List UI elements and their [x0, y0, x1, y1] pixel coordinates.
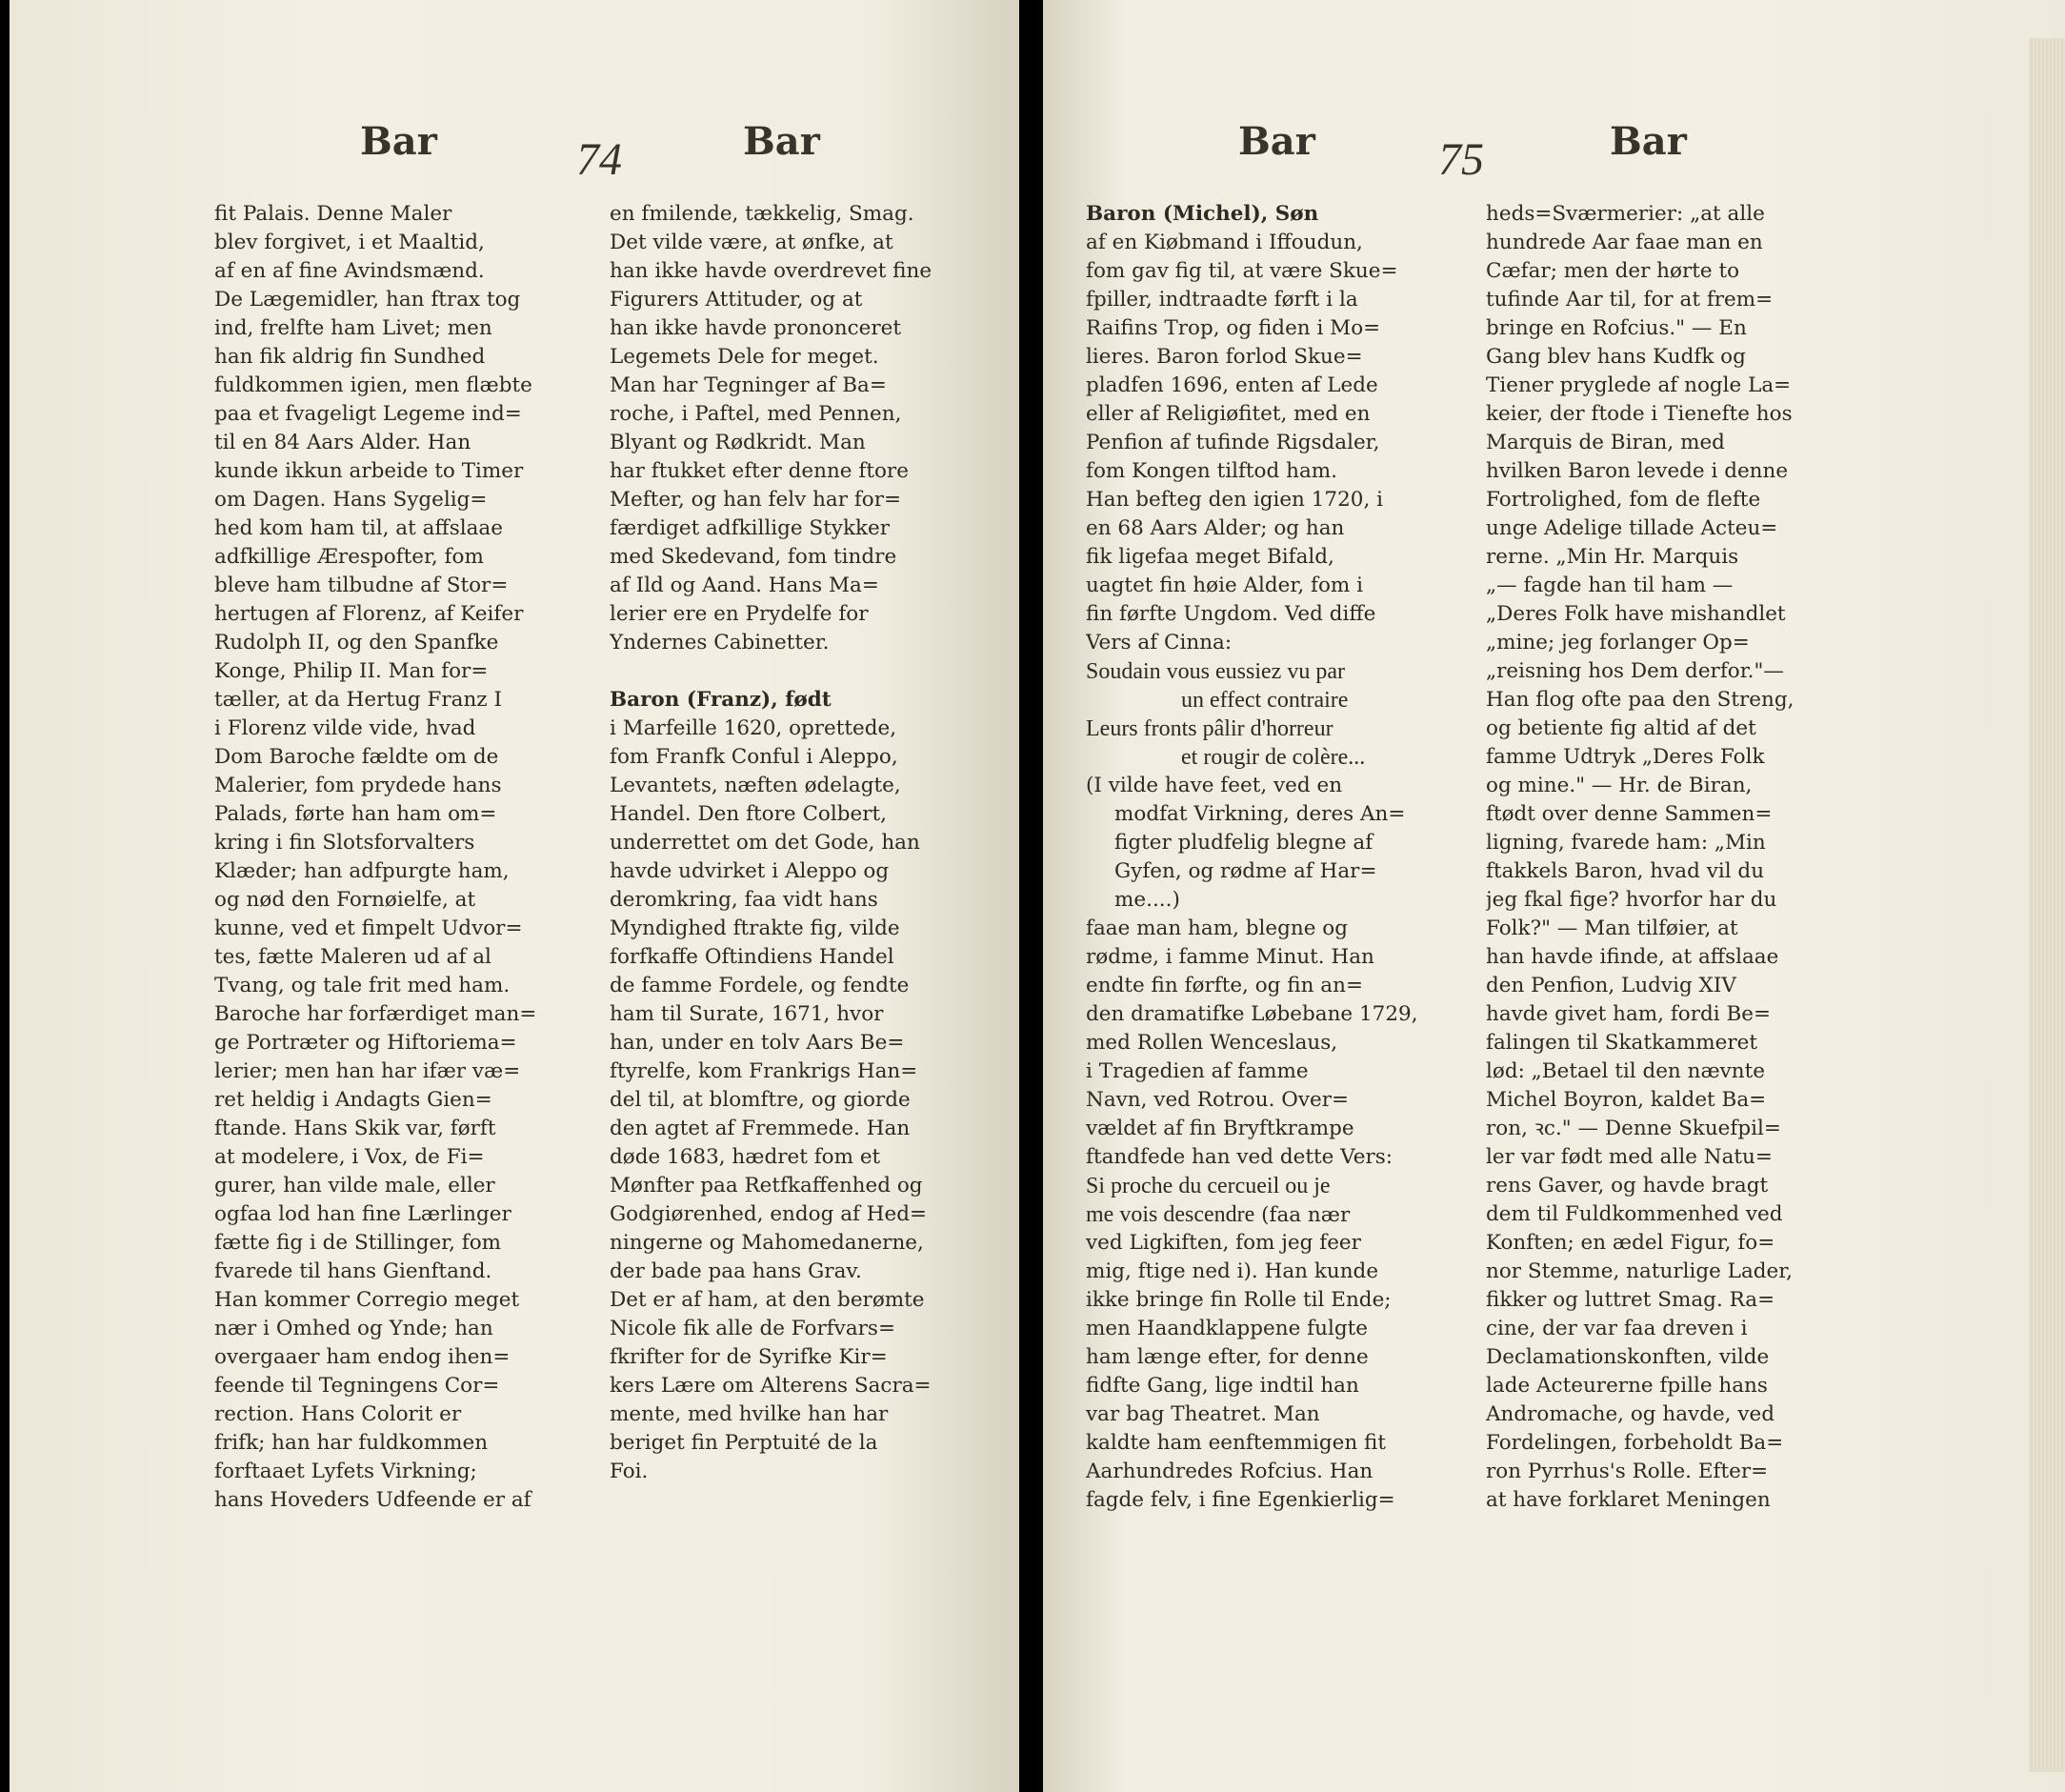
- text-line: fvarede til hans Gienftand.: [214, 1259, 492, 1283]
- text-line: overgaaer ham endog ihen=: [214, 1345, 511, 1369]
- text-line: i Florenz vilde vide, hvad: [214, 716, 476, 740]
- text-line: fom gav fig til, at være Skue=: [1086, 259, 1398, 283]
- text-line: „reisning hos Dem derfor."—: [1486, 659, 1784, 683]
- text-line: „— fagde han til ham —: [1486, 574, 1734, 597]
- text-line: Figurers Attituder, og at: [610, 288, 863, 312]
- text-line: hed kom ham til, at affslaae: [214, 516, 503, 540]
- text-line: Navn, ved Rotrou. Over=: [1086, 1088, 1350, 1112]
- text-line: Leurs fronts pâlir d'horreur: [1086, 716, 1333, 741]
- text-line: keier, der ftode i Tienefte hos: [1486, 402, 1793, 426]
- text-line: han fik aldrig fin Sundhed: [214, 345, 486, 369]
- text-line: men Haandklappene fulgte: [1086, 1317, 1368, 1340]
- text-line: kunne, ved et fimpelt Udvor=: [214, 916, 523, 940]
- text-line: „Deres Folk have mishandlet: [1486, 602, 1786, 626]
- paragraph-gap: [610, 657, 995, 686]
- right-page-number: 75: [1438, 134, 1484, 185]
- translation-open: (faa nær: [1254, 1203, 1351, 1227]
- text-line: fin førfte Ungdom. Ved diffe: [1086, 602, 1376, 626]
- text-line: uagtet fin høie Alder, fom i: [1086, 574, 1363, 597]
- text-line: færdiget adfkillige Stykker: [610, 516, 891, 540]
- text-line: havde udvirket i Aleppo og: [610, 859, 890, 883]
- text-line: Palads, førte han ham om=: [214, 802, 497, 826]
- text-line: de famme Fordele, og fendte: [610, 974, 910, 997]
- text-line: figter pludfelig blegne af: [1114, 831, 1373, 855]
- text-line: lade Acteurerne fpille hans: [1486, 1374, 1768, 1398]
- text-line: Klæder; han adfpurgte ham,: [214, 859, 510, 883]
- text-line: vældet af fin Bryftkrampe: [1086, 1117, 1354, 1140]
- text-line: tufinde Aar til, for at frem=: [1486, 288, 1774, 312]
- text-line: Si proche du cercueil ou je: [1086, 1174, 1331, 1198]
- text-line: fpiller, indtraadte førft i la: [1086, 288, 1358, 312]
- text-line: af en af fine Avindsmænd.: [214, 259, 485, 283]
- text-line: og betiente fig altid af det: [1486, 716, 1756, 740]
- text-line: ron, ꝛc." — Denne Skuefpil=: [1486, 1117, 1781, 1140]
- text-line: Fortrolighed, fom de flefte: [1486, 488, 1761, 512]
- text-line: af en Kiøbmand i Iffoudun,: [1086, 231, 1363, 254]
- text-line: fuldkommen igien, men flæbte: [214, 373, 532, 397]
- text-line: Myndighed ftrakte fig, vilde: [610, 916, 900, 940]
- right-column-1: [1086, 200, 1462, 1515]
- text-line: han, under en tolv Aars Be=: [610, 1031, 905, 1055]
- text-line: ler var født med alle Natu=: [1486, 1145, 1773, 1169]
- text-line: famme Udtryk „Deres Folk: [1486, 745, 1765, 769]
- text-line: fkrifter for de Syrifke Kir=: [610, 1345, 888, 1369]
- text-line: hvilken Baron levede i denne: [1486, 459, 1789, 483]
- text-line: ftande. Hans Skik var, førft: [214, 1117, 496, 1140]
- text-line: mente, med hvilke han har: [610, 1402, 889, 1426]
- text-line: ved Ligkiften, fom jeg feer: [1086, 1231, 1361, 1255]
- text-line: Mønfter paa Retfkaffenhed og: [610, 1174, 923, 1198]
- text-line: Det vilde være, at ønfke, at: [610, 231, 893, 254]
- text-line: den agtet af Fremmede. Han: [610, 1117, 911, 1140]
- text-line: ret heldig i Andagts Gien=: [214, 1088, 492, 1112]
- left-page: [10, 0, 1019, 1792]
- text-line: faae man ham, blegne og: [1086, 916, 1348, 940]
- text-line: han ikke havde overdrevet fine: [610, 259, 932, 283]
- right-running-head-left: Bar: [1238, 119, 1315, 164]
- text-line: der bade paa hans Grav.: [610, 1259, 862, 1283]
- text-line: Man har Tegninger af Ba=: [610, 373, 887, 397]
- text-line: fidfte Gang, lige indtil han: [1086, 1374, 1359, 1398]
- text-line: ningerne og Mahomedanerne,: [610, 1231, 924, 1255]
- text-line: Godgiørenhed, endog af Hed=: [610, 1202, 928, 1226]
- text-line: om Dagen. Hans Sygelig=: [214, 488, 488, 512]
- text-line: lød: „Betael til den nævnte: [1486, 1059, 1766, 1083]
- text-line: kers Lære om Alterens Sacra=: [610, 1374, 932, 1398]
- text-line: hertugen af Florenz, af Keifer: [214, 602, 524, 626]
- text-line: Rudolph II, og den Spanfke: [214, 631, 499, 654]
- left-column-1: [214, 200, 591, 1515]
- text-line: Legemets Dele for meget.: [610, 345, 879, 369]
- text-line: me....): [1114, 888, 1180, 912]
- text-line: underrettet om det Gode, han: [610, 831, 920, 855]
- right-running-head-right: Bar: [1610, 119, 1687, 164]
- text-line: bringe en Rofcius." — En: [1486, 316, 1747, 340]
- text-line: falingen til Skatkammeret: [1486, 1031, 1757, 1055]
- text-line: dem til Fuldkommenhed ved: [1486, 1202, 1783, 1226]
- text-line: havde givet ham, fordi Be=: [1486, 1002, 1772, 1026]
- text-line: fom Kongen tilftod ham.: [1086, 459, 1337, 483]
- text-line: Declamationskonften, vilde: [1486, 1345, 1770, 1369]
- text-line: Andromache, og havde, ved: [1486, 1402, 1774, 1426]
- text-line: at have forklaret Meningen: [1486, 1488, 1771, 1512]
- text-line: rødme, i famme Minut. Han: [1086, 945, 1374, 969]
- text-line: den dramatifke Løbebane 1729,: [1086, 1002, 1418, 1026]
- text-line: Dom Baroche fældte om de: [214, 745, 499, 769]
- text-line: Raifins Trop, og fiden i Mo=: [1086, 316, 1381, 340]
- text-line: af Ild og Aand. Hans Ma=: [610, 574, 879, 597]
- right-page: [1043, 0, 2065, 1792]
- left-column-2: [610, 200, 995, 1486]
- text-line: De Lægemidler, han ftrax tog: [214, 288, 521, 312]
- text-line: deromkring, faa vidt hans: [610, 888, 878, 912]
- text-line: Yndernes Cabinetter.: [610, 631, 830, 654]
- text-line: Baron (Michel), Søn: [1086, 202, 1319, 226]
- text-line: nor Stemme, naturlige Lader,: [1486, 1259, 1793, 1283]
- text-line: Vers af Cinna:: [1086, 631, 1233, 654]
- text-line: forftaaet Lyfets Virkning;: [214, 1460, 477, 1483]
- text-line: Foi.: [610, 1460, 649, 1483]
- text-line: ham længe efter, for denne: [1086, 1345, 1369, 1369]
- text-line: kring i fin Slotsforvalters: [214, 831, 475, 855]
- text-line: og nød den Fornøielfe, at: [214, 888, 476, 912]
- text-line: hundrede Aar faae man en: [1486, 231, 1763, 254]
- text-line: nær i Omhed og Ynde; han: [214, 1317, 493, 1340]
- text-line: rens Gaver, og havde bragt: [1486, 1174, 1769, 1198]
- left-page-number: 74: [576, 134, 622, 185]
- text-line: eller af Religiøfitet, med en: [1086, 402, 1371, 426]
- text-line: Det er af ham, at den berømte: [610, 1288, 925, 1312]
- text-line: ftødt over denne Sammen=: [1486, 802, 1773, 826]
- text-line: Baroche har forfærdiget man=: [214, 1002, 537, 1026]
- text-line: i Tragedien af famme: [1086, 1059, 1309, 1083]
- text-line: har ftukket efter denne ftore: [610, 459, 909, 483]
- text-line: Konften; en ædel Figur, fo=: [1486, 1231, 1775, 1255]
- text-line: tæller, at da Hertug Franz I: [214, 688, 502, 712]
- text-line: til en 84 Aars Alder. Han: [214, 431, 471, 454]
- text-line: Fordelingen, forbeholdt Ba=: [1486, 1431, 1784, 1455]
- text-line: Han flog ofte paa den Streng,: [1486, 688, 1794, 712]
- text-line: unge Adelige tillade Acteu=: [1486, 516, 1778, 540]
- text-line: med Rollen Wenceslaus,: [1086, 1031, 1338, 1055]
- text-line: lerier; men han har ifær væ=: [214, 1059, 521, 1083]
- text-line: jeg fkal fige? hvorfor har du: [1486, 888, 1777, 912]
- text-line: fagde felv, i fine Egenkierlig=: [1086, 1488, 1395, 1512]
- text-line: at modelere, i Vox, de Fi=: [214, 1145, 485, 1169]
- left-running-head-left: Bar: [360, 119, 437, 164]
- text-line: Handel. Den ftore Colbert,: [610, 802, 887, 826]
- text-line: me vois descendre (faa nær: [1086, 1202, 1351, 1227]
- text-line: Levantets, næften ødelagte,: [610, 774, 901, 797]
- text-line: Blyant og Rødkridt. Man: [610, 431, 866, 454]
- text-line: Mefter, og han felv har for=: [610, 488, 902, 512]
- text-line: kaldte ham eenftemmigen fit: [1086, 1431, 1386, 1455]
- text-line: ftyrelfe, kom Frankrigs Han=: [610, 1059, 918, 1083]
- text-line: Han befteg den igien 1720, i: [1086, 488, 1384, 512]
- text-line: adfkillige Ærespofter, fom: [214, 545, 484, 569]
- text-line: un effect contraire: [1181, 688, 1349, 713]
- text-line: Konge, Philip II. Man for=: [214, 659, 489, 683]
- text-line: døde 1683, hædret fom et: [610, 1145, 881, 1169]
- text-line: ftakkels Baron, hvad vil du: [1486, 859, 1765, 883]
- text-line: rection. Hans Colorit er: [214, 1402, 462, 1426]
- text-line: fom Franfk Conful i Aleppo,: [610, 745, 898, 769]
- text-line: feende til Tegningens Cor=: [214, 1374, 500, 1398]
- text-line: ligning, fvarede ham: „Min: [1486, 831, 1766, 855]
- text-line: Folk?" — Man tilføier, at: [1486, 916, 1738, 940]
- text-line: Gang blev hans Kudfk og: [1486, 345, 1746, 369]
- text-line: heds=Sværmerier: „at alle: [1486, 202, 1765, 226]
- text-line: mig, ftige ned i). Han kunde: [1086, 1259, 1379, 1283]
- text-line: en fmilende, tækkelig, Smag.: [610, 202, 914, 226]
- text-line: pladfen 1696, enten af Lede: [1086, 373, 1378, 397]
- text-line: Marquis de Biran, med: [1486, 431, 1725, 454]
- text-line: og mine." — Hr. de Biran,: [1486, 774, 1753, 797]
- text-line: Tvang, og tale frit med ham.: [214, 974, 511, 997]
- text-line: ron Pyrrhus's Rolle. Efter=: [1486, 1460, 1769, 1483]
- text-line: ikke bringe fin Rolle til Ende;: [1086, 1288, 1392, 1312]
- text-line: Baron (Franz), født: [610, 688, 832, 712]
- text-line: Aarhundredes Rofcius. Han: [1086, 1460, 1373, 1483]
- text-line: „mine; jeg forlanger Op=: [1486, 631, 1750, 654]
- text-line: lieres. Baron forlod Skue=: [1086, 345, 1363, 369]
- text-line: med Skedevand, fom tindre: [610, 545, 897, 569]
- text-line: Penfion af tufinde Rigsdaler,: [1086, 431, 1380, 454]
- text-line: ge Portræter og Hiftoriema=: [214, 1031, 517, 1055]
- text-line: endte fin førfte, og fin an=: [1086, 974, 1363, 997]
- text-line: blev forgivet, i et Maaltid,: [214, 231, 485, 254]
- text-line: var bag Theatret. Man: [1086, 1402, 1320, 1426]
- text-line: Cæfar; men der hørte to: [1486, 259, 1740, 283]
- text-line: Malerier, fom prydede hans: [214, 774, 502, 797]
- text-line: et rougir de colère...: [1181, 745, 1366, 770]
- right-column-2: [1486, 200, 1862, 1515]
- page-edges: [2029, 38, 2065, 1772]
- text-line: kunde ikkun arbeide to Timer: [214, 459, 524, 483]
- text-line: fik ligefaa meget Bifald,: [1086, 545, 1334, 569]
- text-line: cine, der var faa dreven i: [1486, 1317, 1748, 1340]
- text-line: ftandfede han ved dette Vers:: [1086, 1145, 1393, 1169]
- text-line: rerne. „Min Hr. Marquis: [1486, 545, 1739, 569]
- text-line: bleve ham tilbudne af Stor=: [214, 574, 509, 597]
- text-line: hans Hoveders Udfeende er af: [214, 1488, 531, 1512]
- text-line: tes, fætte Maleren ud af al: [214, 945, 491, 969]
- text-line: ind, frelfte ham Livet; men: [214, 316, 492, 340]
- text-line: ham til Surate, 1671, hvor: [610, 1002, 884, 1026]
- text-line: han havde ifinde, at affslaae: [1486, 945, 1779, 969]
- text-line: Tiener pryglede af nogle La=: [1486, 373, 1792, 397]
- text-line: gurer, han vilde male, eller: [214, 1174, 495, 1198]
- text-line: Soudain vous eussiez vu par: [1086, 659, 1345, 684]
- text-line: modfat Virkning, deres An=: [1114, 802, 1406, 826]
- text-line: beriget fin Perptuité de la: [610, 1431, 878, 1455]
- text-line: Han kommer Corregio meget: [214, 1288, 520, 1312]
- text-line: fit Palais. Denne Maler: [214, 202, 452, 226]
- text-line: Gyfen, og rødme af Har=: [1114, 859, 1377, 883]
- text-line: Michel Boyron, kaldet Ba=: [1486, 1088, 1767, 1112]
- text-line: roche, i Paftel, med Pennen,: [610, 402, 902, 426]
- text-line: fikker og luttret Smag. Ra=: [1486, 1288, 1775, 1312]
- text-line: del til, at blomftre, og giorde: [610, 1088, 911, 1112]
- text-line: Nicole fik alle de Forfvars=: [610, 1317, 895, 1340]
- text-line: den Penfion, Ludvig XIV: [1486, 974, 1736, 997]
- text-line: ogfaa lod han fine Lærlinger: [214, 1202, 511, 1226]
- text-line: paa et fvageligt Legeme ind=: [214, 402, 522, 426]
- text-line: i Marfeille 1620, oprettede,: [610, 716, 897, 740]
- text-line: fætte fig i de Stillinger, fom: [214, 1231, 502, 1255]
- text-line: (I vilde have feet, ved en: [1086, 774, 1343, 797]
- text-line: en 68 Aars Alder; og han: [1086, 516, 1345, 540]
- text-line: han ikke havde prononceret: [610, 316, 901, 340]
- text-line: frifk; han har fuldkommen: [214, 1431, 489, 1455]
- left-running-head-right: Bar: [743, 119, 820, 164]
- text-line: lerier ere en Prydelfe for: [610, 602, 869, 626]
- text-line: forfkaffe Oftindiens Handel: [610, 945, 894, 969]
